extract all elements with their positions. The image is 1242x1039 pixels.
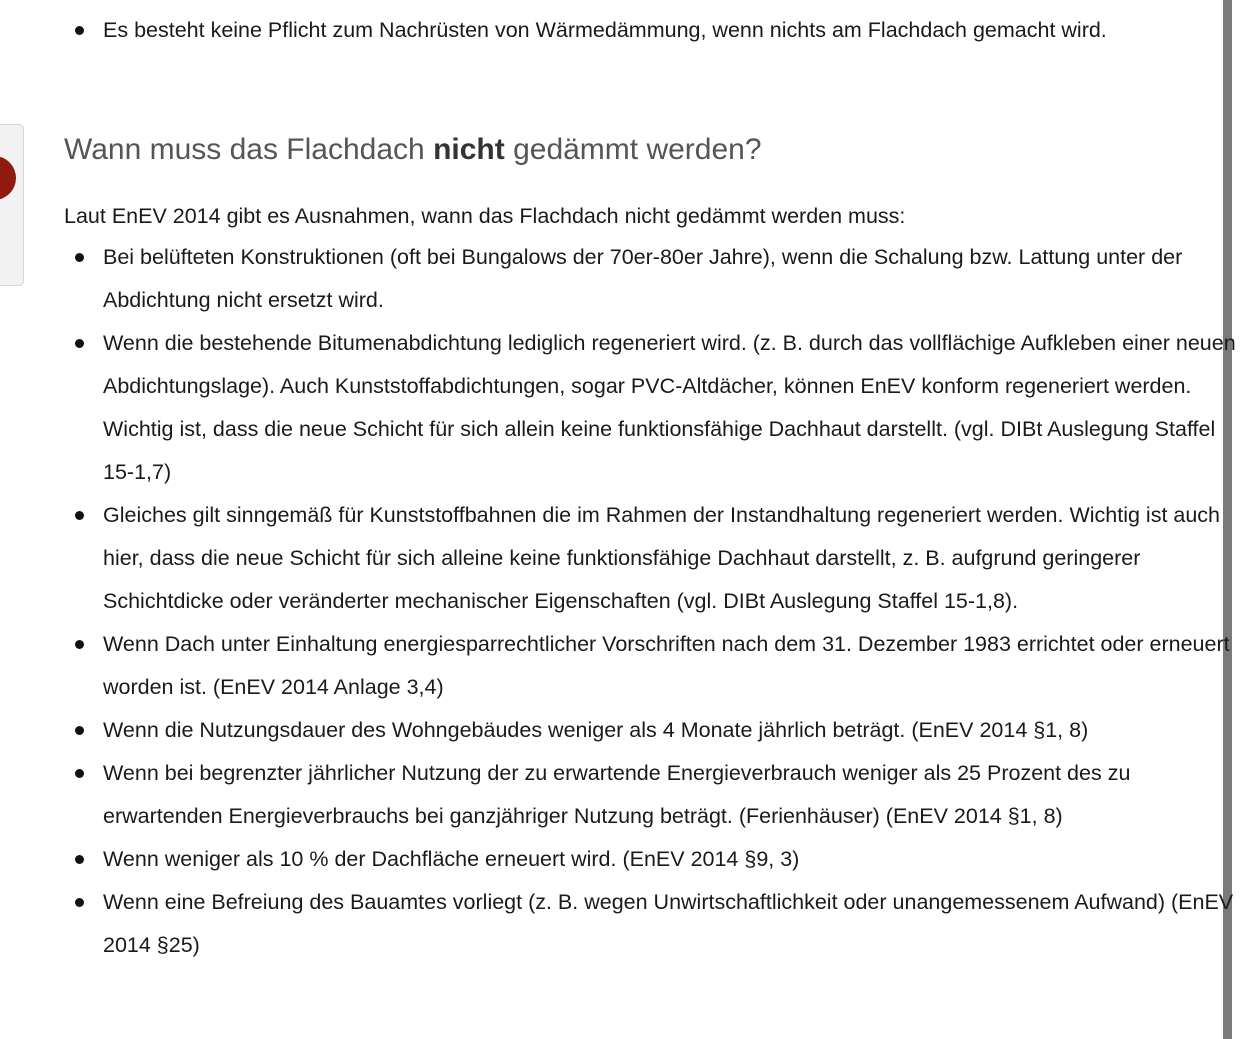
list-item-text: Wenn die bestehende Bitumenabdichtung lediglich regeneriert wird. (z. B. durch das vollflächige Aufkleben einer neuen Abdichtungslage). Auch Kunststoffabdichtungen, sogar PVC-Altdächer, können EnEV konform regeneriert werden. Wichtig ist, dass die neue Schicht für sich allein keine funktionsfähige Dachhaut darstellt. (vgl. DIBt Auslegung Staffel 15-1,7) [103, 331, 1236, 484]
heading-prefix: Wann muss das Flachdach [64, 133, 434, 166]
heading-emphasis: nicht [433, 133, 505, 166]
list-item [64, 709, 1239, 752]
section-heading [64, 129, 762, 171]
heading-suffix: gedämmt werden? [504, 133, 762, 166]
list-item-text: Wenn weniger als 10 % der Dachfläche erneuert wird. (EnEV 2014 §9, 3) [103, 847, 800, 871]
previous-list [64, 9, 1239, 52]
exceptions-list [64, 236, 1239, 967]
bullet-icon [75, 511, 84, 520]
list-item-text: Es besteht keine Pflicht zum Nachrüsten von Wärmedämmung, wenn nichts am Flachdach gemacht wird. [103, 18, 1107, 42]
list-item [64, 881, 1239, 967]
list-item [64, 9, 1239, 52]
bullet-icon [75, 769, 84, 778]
intro-paragraph: Laut EnEV 2014 gibt es Ausnahmen, wann das Flachdach nicht gedämmt werden muss: [64, 204, 906, 228]
bullet-icon [75, 898, 84, 907]
bullet-icon [75, 339, 84, 348]
list-item-text: Wenn Dach unter Einhaltung energiesparrechtlicher Vorschriften nach dem 31. Dezember 1983 errichtet oder erneuert worden ist. (EnEV 2014 Anlage 3,4) [103, 632, 1230, 699]
list-item [64, 623, 1239, 709]
bullet-icon [75, 726, 84, 735]
side-share-tab[interactable] [0, 124, 24, 286]
bullet-icon [75, 26, 84, 35]
list-item [64, 322, 1239, 494]
bullet-icon [75, 253, 84, 262]
list-item-text: Wenn bei begrenzter jährlicher Nutzung der zu erwartende Energieverbrauch weniger als 25 Prozent des zu erwartenden Energieverbrauchs bei ganzjähriger Nutzung beträgt. (Ferienhäuser) (EnEV 2014 §1, 8) [103, 761, 1131, 828]
list-item-text: Gleiches gilt sinngemäß für Kunststoffbahnen die im Rahmen der Instandhaltung regeneriert werden. Wichtig ist auch hier, dass die neue Schicht für sich alleine keine funktionsfähige Dachhaut darstellt, z. B. aufgrund geringerer Schichtdicke oder veränderter mechanischer Eigenschaften (vgl. DIBt Auslegung Staffel 15-1,8). [103, 503, 1221, 613]
list-item [64, 236, 1239, 322]
list-item [64, 838, 1239, 881]
list-item-text: Wenn eine Befreiung des Bauamtes vorliegt (z. B. wegen Unwirtschaftlichkeit oder unangemessenem Aufwand) (EnEV 2014 §25) [103, 890, 1234, 957]
list-item-text: Bei belüfteten Konstruktionen (oft bei Bungalows der 70er-80er Jahre), wenn die Schalung bzw. Lattung unter der Abdichtung nicht ersetzt wird. [103, 245, 1183, 312]
bullet-icon [75, 640, 84, 649]
bullet-icon [75, 855, 84, 864]
list-item-text: Wenn die Nutzungsdauer des Wohngebäudes weniger als 4 Monate jährlich beträgt. (EnEV 2014 §1, 8) [103, 718, 1089, 742]
list-item [64, 494, 1239, 623]
list-item [64, 752, 1239, 838]
